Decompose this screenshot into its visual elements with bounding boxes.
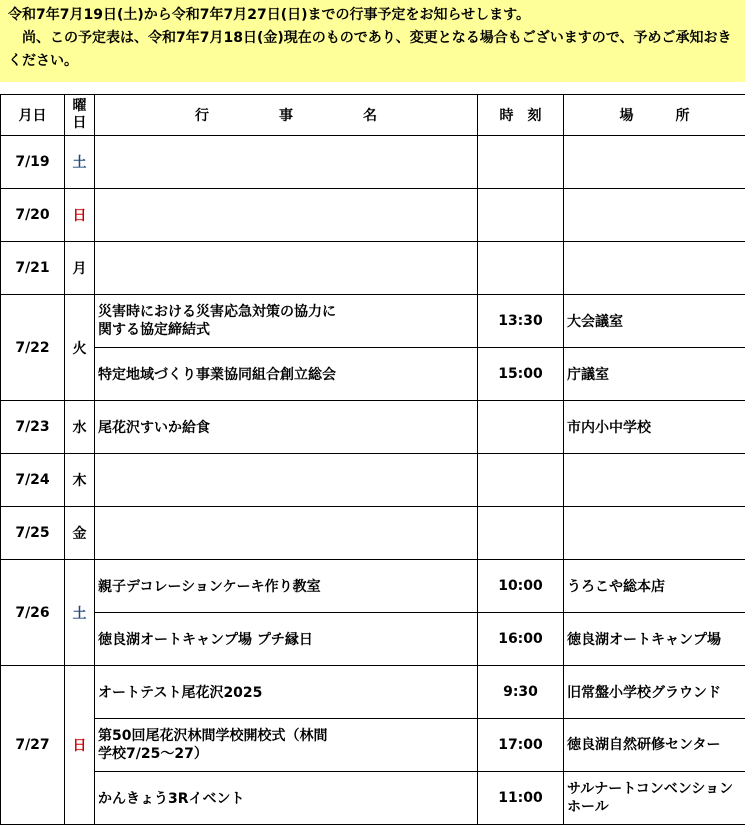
event-name-cell: 親子デコレーションケーキ作り教室 [95,560,478,613]
place-cell [564,189,745,242]
table-row [1,613,745,666]
time-cell: 17:00 [478,719,564,772]
time-cell [478,242,564,295]
header-dow [65,95,95,136]
time-cell [478,189,564,242]
event-name-text: 第50回尾花沢林間学校開校式（林間学校7/25～27） [98,727,328,763]
header-date: 月日 [1,95,65,136]
date-cell: 7/20 [1,189,65,242]
dow-cell: 月 [65,242,95,295]
dow-cell: 日 [65,666,95,825]
time-cell: 9:30 [478,666,564,719]
time-cell: 13:30 [478,295,564,348]
time-cell [478,136,564,189]
header-place: 場 所 [564,95,745,136]
notice-banner [0,0,745,82]
date-cell: 7/26 [1,560,65,666]
table-row [1,454,745,507]
event-name-cell [95,454,478,507]
dow-cell: 土 [65,560,95,666]
event-name-cell: オートテスト尾花沢2025 [95,666,478,719]
dow-cell: 水 [65,401,95,454]
time-cell: 10:00 [478,560,564,613]
date-cell: 7/19 [1,136,65,189]
place-cell: 旧常盤小学校グラウンド [564,666,745,719]
event-name-cell [95,295,478,348]
place-cell: 徳良湖自然研修センター [564,719,745,772]
schedule-table-wrapper [0,94,745,825]
table-row [1,772,745,825]
notice-line-1: 令和7年7月19日(土)から令和7年7月27日(日)までの行事予定をお知らせします。 [8,4,739,27]
table-row [1,295,745,348]
place-cell [564,507,745,560]
date-cell: 7/23 [1,401,65,454]
event-name-cell: 尾花沢すいか給食 [95,401,478,454]
table-row [1,189,745,242]
place-cell [564,454,745,507]
table-row [1,136,745,189]
header-row [1,95,745,136]
place-cell [564,242,745,295]
table-row [1,242,745,295]
table-row [1,348,745,401]
event-name-cell [95,507,478,560]
time-cell: 16:00 [478,613,564,666]
time-cell: 11:00 [478,772,564,825]
table-row [1,666,745,719]
dow-cell: 土 [65,136,95,189]
event-name-cell [95,189,478,242]
date-cell: 7/21 [1,242,65,295]
place-cell [564,136,745,189]
date-cell: 7/27 [1,666,65,825]
time-cell: 15:00 [478,348,564,401]
schedule-table [0,94,745,825]
time-cell [478,454,564,507]
place-cell: 庁議室 [564,348,745,401]
place-cell: 徳良湖オートキャンプ場 [564,613,745,666]
date-cell: 7/25 [1,507,65,560]
time-cell [478,507,564,560]
event-name-cell: かんきょう3Rイベント [95,772,478,825]
place-cell: 大会議室 [564,295,745,348]
table-row [1,719,745,772]
event-name-cell: 徳良湖オートキャンプ場 プチ縁日 [95,613,478,666]
place-cell: サルナートコンベンションホール [564,772,745,825]
time-cell [478,401,564,454]
event-name-cell [95,719,478,772]
dow-cell: 日 [65,189,95,242]
place-cell: うろこや総本店 [564,560,745,613]
place-cell: 市内小中学校 [564,401,745,454]
date-cell: 7/22 [1,295,65,401]
event-name-cell: 特定地域づくり事業協同組合創立総会 [95,348,478,401]
table-row [1,560,745,613]
event-name-cell [95,242,478,295]
notice-line-2: 尚、この予定表は、令和7年7月18日(金)現在のものであり、変更となる場合もございますので、予めご承知おきください。 [8,27,739,73]
dow-cell: 火 [65,295,95,401]
date-cell: 7/24 [1,454,65,507]
header-time: 時 刻 [478,95,564,136]
dow-cell: 金 [65,507,95,560]
header-event: 行 事 名 [95,95,478,136]
event-name-text: 災害時における災害応急対策の協力に関する協定締結式 [98,303,338,339]
dow-cell: 木 [65,454,95,507]
table-row [1,401,745,454]
event-name-cell [95,136,478,189]
header-dow-label: 曜日 [72,98,88,132]
table-row [1,507,745,560]
